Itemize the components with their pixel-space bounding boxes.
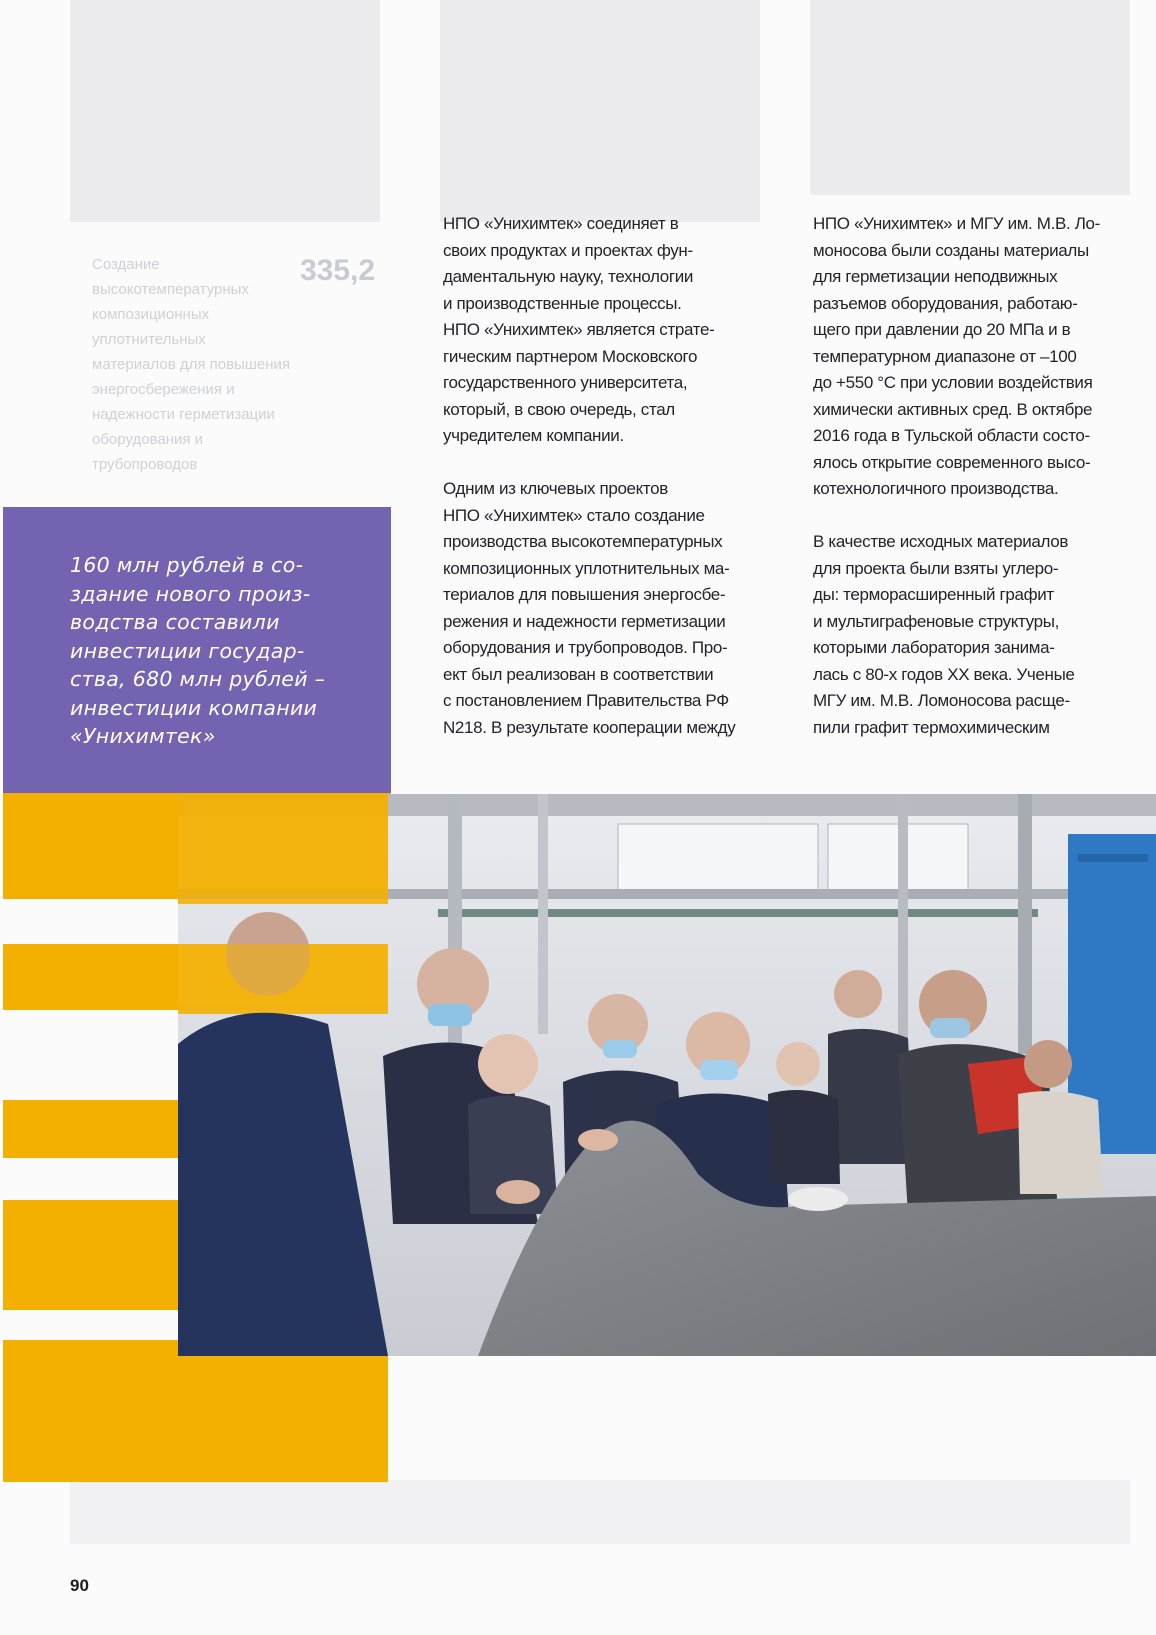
text-column-middle — [443, 211, 773, 768]
bleed-through-block-right — [810, 0, 1130, 195]
pull-quote: 160 млн рублей в со- здание нового произ- водства составили инвестиции государ- ства, 680 млн рублей – инвестиции компании «Унихимтек» — [70, 553, 326, 748]
bleed-through-block-bottom — [70, 1480, 1130, 1544]
paragraph: Одним из ключевых проектов НПО «Унихимтек» стало создание производства высокотемпературных композиционных уплотнительных ма- териалов для повышения энергосбе- режения и надежности герметизации оборудования и трубопроводов. Про- ект был реализован в соответствии с постановлением Правительства РФ N218. В результате кооперации между — [443, 479, 736, 737]
bleed-through-figure: 335,2 — [300, 254, 376, 287]
paragraph: В качестве исходных материалов для проекта были взяты углеро- ды: терморасширенный графит и мультиграфеновые структуры, которыми лаборатория занима- лась с 80-х годов XX века. Ученые МГУ им. М.В. Ломоносова расще- пили графит термохимическим — [813, 532, 1075, 737]
text-column-right — [813, 211, 1143, 768]
decor-stripe — [3, 1200, 181, 1310]
bleed-through-text: Создание высокотемпературных композиционных уплотнительных материалов для повышения энергосбережения и надежности герметизации оборудования и трубопроводов — [92, 256, 291, 473]
paragraph: НПО «Унихимтек» соединяет в своих продуктах и проектах фун- даментальную науку, технологии и производственные процессы. НПО «Унихимтек» является страте- гическим партнером Московского государственного университета, который, в свою очередь, стал учредителем компании. — [443, 214, 715, 445]
paragraph: НПО «Унихимтек» и МГУ им. М.В. Ло- моносова были созданы материалы для герметизации неподвижных разъемов оборудования, работаю- щего при давлении до 20 МПа и в температурном диапазоне от –100 до +550 °С при условии воздействия химически активных сред. В октябре 2016 года в Тульской области состо- ялось открытие современного высо- котехнологичного производства. — [813, 214, 1100, 498]
bleed-through-block-middle — [440, 0, 760, 222]
page-number: 90 — [70, 1576, 89, 1595]
decor-stripe — [3, 1340, 388, 1482]
bleed-through-block-left — [70, 0, 380, 222]
decor-overlay — [178, 944, 388, 1010]
decor-overlay — [178, 794, 388, 894]
